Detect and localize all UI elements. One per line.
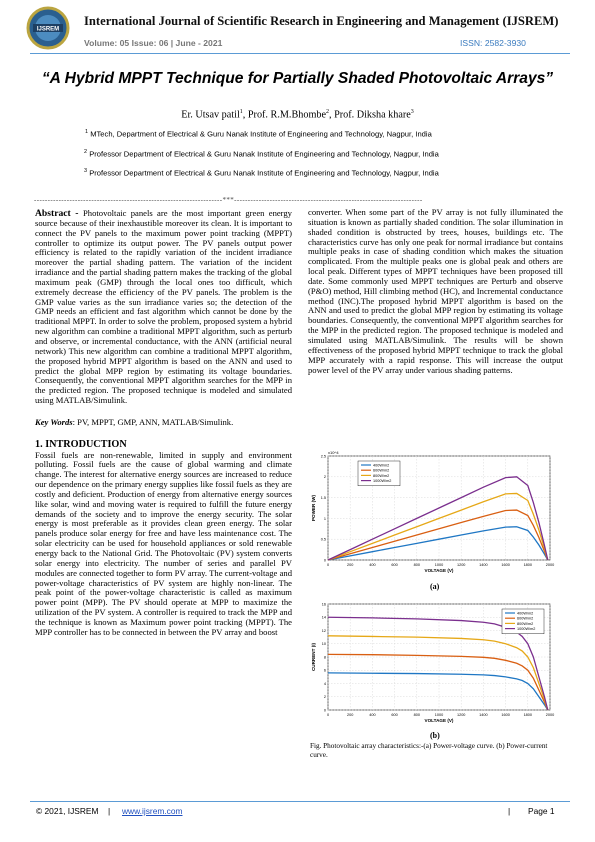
x-axis-label: VOLTAGE (V) — [424, 718, 454, 723]
y-tick-label: 2 — [323, 695, 326, 700]
author-2: , Prof. R.M.Bhombe — [242, 109, 326, 121]
keywords-text: : PV, MPPT, GMP, ANN, MATLAB/Simulink. — [72, 416, 234, 427]
footer-url-link[interactable]: www.ijsrem.com — [122, 806, 183, 816]
y-axis-label: POWER (W) — [311, 494, 316, 522]
figure-caption: Fig. Photovoltaic array characteristics:-(a) Power-voltage curve. (b) Power-current curve. — [310, 742, 548, 759]
affiliation-3-text: Professor Department of Electrical & Guru Nanak Institute of Engineering and Technology, Nagpur, India — [89, 168, 439, 178]
figure-label-b: (b) — [430, 731, 440, 740]
x-tick-label: 1600 — [501, 563, 510, 567]
x-tick-label: 1000 — [434, 563, 444, 567]
author-3: , Prof. Diksha khare — [329, 109, 411, 121]
y-tick-label: 1.5 — [320, 496, 326, 500]
affiliation-3-num: 3 — [84, 168, 88, 174]
x-tick-label: 2000 — [545, 713, 555, 717]
right-column — [308, 208, 563, 375]
x-tick-label: 0 — [326, 563, 330, 567]
abstract — [35, 209, 292, 406]
x-tick-label: 600 — [391, 563, 398, 567]
introduction-continued: converter. When some part of the PV array is not fully illuminated the situation is known as partially shaded condition. The solar illumination in shaded condition is obstructed by trees, houses, buildings etc. The characteristics curve has only one peak for normal irradiance but contains multiple peaks in case of shading condition which makes the situation complicated. From the multiple peaks one is global peak and others are local peak. Different types of MPPT techniques have been proposed till date. Some commonly used MPPT techniques are Perturb and observe (P&O) method, Hill climbing method (HC), and Incremental conductance method (INC).The proposed hybrid MPPT algorithm is based on the ANN and used to predict the global MPP region by estimating its voltage boundaries. Consequently, the conventional MPPT algorithm searches for the MPP in the predicted region. The proposed technique is modeled and simulated using MATLAB/Simulink. The results will be shown effectiveness of the proposed hybrid MPPT technique to track the global MPP accurately with a rapid response. This will increase the output power level of the PV array under various shading patterns. — [308, 207, 563, 375]
author-1-sup: 1 — [239, 109, 243, 115]
y-tick-label: 6 — [323, 668, 326, 673]
x-tick-label: 0 — [326, 713, 330, 717]
affiliation-1-text: MTech, Department of Electrical & Guru Nanak Institute of Engineering and Technology, Nagpur, India — [90, 129, 432, 139]
x-tick-label: 1400 — [479, 563, 488, 567]
legend-label: 600W/m2 — [517, 616, 534, 621]
section-separator: ---------------------------------------------------------------------***--------------------------------------------------------------------- — [34, 196, 423, 204]
affiliation-2 — [84, 149, 439, 159]
abstract-text: Photovoltaic panels are the most important green energy source because of their inexhaustible moreover its clean. It is important to connect the PV panels to the maximum power point tracking (MPPT) controller to optimize its output power. The PV panels output power efficiency is related to the rapidly variation of the incident irradiance moreover the partial shading pattern. The variation of the incident irradiance and the partial shading pattern makes the tracking of the global maximum peak (GMP) through the local ones too difficult, which extremely decrease the efficiency of the PV panels. The problem is the GMP value varies as the sun irradiance varies so; the detection of the GMP needs an efficient and fast algorithm which cannot be done by the traditional MPPT. In order to solve the problem, proposed system a hybrid new algorithm can combine a traditional MPPT algorithm, such as perturb and observe, or incremental conductance, with the ANN (artificial neural network) This new algorithm can combine a traditional MPPT algorithm, the proposed hybrid MPPT algorithm is based on the ANN and used to predict the global MPP region by estimating its voltage boundaries. Consequently, the conventional MPPT algorithm searches for the MPP in the predicted region. The proposed technique is modeled and simulated using MATLAB/Simulink. — [35, 208, 292, 406]
paper-title: “A Hybrid MPPT Technique for Partially Shaded Photovoltaic Arrays” — [41, 70, 554, 87]
journal-logo — [26, 6, 70, 50]
affiliation-3 — [84, 168, 439, 178]
current-voltage-svg — [306, 598, 564, 728]
y-tick-label: 8 — [323, 655, 326, 660]
y-tick-label: 0 — [323, 708, 326, 713]
affiliation-1 — [85, 129, 432, 139]
header-rule — [30, 53, 570, 54]
x-tick-label: 200 — [347, 563, 354, 567]
svg-text:IJSREM: IJSREM — [36, 26, 60, 33]
power-voltage-svg — [306, 448, 564, 578]
x-tick-label: 1800 — [523, 713, 533, 717]
x-axis-label: VOLTAGE (V) — [424, 568, 454, 573]
x-tick-label: 1000 — [434, 713, 444, 717]
x-tick-label: 200 — [347, 713, 354, 717]
abstract-label: Abstract - — [35, 208, 84, 219]
y-tick-label: 10 — [321, 642, 326, 647]
power-voltage-plot — [306, 448, 564, 578]
author-3-sup: 3 — [410, 109, 414, 115]
issn: ISSN: 2582-3930 — [460, 38, 526, 48]
legend-label: 800W/m2 — [517, 621, 534, 626]
left-column — [35, 209, 292, 638]
y-tick-label: 16 — [321, 602, 326, 607]
x-tick-label: 400 — [369, 713, 376, 717]
current-voltage-plot — [306, 598, 564, 728]
x-tick-label: 800 — [413, 713, 420, 717]
footer-divider-2: | — [508, 806, 511, 816]
x-tick-label: 1200 — [456, 713, 466, 717]
author-2-sup: 2 — [326, 109, 329, 115]
affiliation-2-text: Professor Department of Electrical & Guru Nanak Institute of Engineering and Technology, Nagpur, India — [89, 149, 439, 159]
y-tick-label: 1 — [323, 516, 326, 521]
figure-label-a: (a) — [430, 582, 440, 591]
y-tick-label: 14 — [321, 615, 326, 620]
y-tick-label: 4 — [323, 681, 326, 686]
footer-rule — [30, 801, 570, 802]
x-tick-label: 1200 — [456, 563, 466, 567]
legend-label: 600W/m2 — [373, 468, 390, 473]
footer-copyright: © 2021, IJSREM — [36, 806, 99, 816]
keywords-label: Key Words — [35, 416, 73, 427]
affiliation-2-num: 2 — [84, 149, 88, 155]
x-tick-label: 400 — [369, 563, 376, 567]
x-tick-label: 1400 — [479, 713, 488, 717]
author-1: Er. Utsav patil — [181, 109, 240, 121]
volume-issue: Volume: 05 Issue: 06 | June - 2021 — [84, 38, 223, 48]
legend-label: 1000W/m2 — [373, 479, 392, 483]
affiliation-1-num: 1 — [85, 129, 89, 135]
y-axis-label: CURRENT (I) — [311, 642, 316, 672]
footer-divider-1: | — [108, 806, 111, 816]
x-tick-label: 1600 — [501, 713, 510, 717]
y-tick-label: 0 — [323, 558, 326, 563]
introduction-text: Fossil fuels are non-renewable, limited in supply and environment polluting. Fossil fuels are the cause of global warming and climate change. The interest for alternative energy sources are increased to reduce our dependence on the primary energy supplies like fossil fuels as they are costly and deficient. Production of energy from alternative energy sources like solar, wind and moving water is required to fulfill the future energy demands of the society and to improve the energy security. The solar energy is most preferable as it provides clean green energy. The solar panels produce solar energy for free and have less maintenance cost. The solar electricity can be used for household appliances or sold renewable energy back to the National Grid. The Photovoltaic (PV) system converts solar energy into electricity. The number of series and parallel PV modules are connected together to form PV array. The current-voltage and power-voltage characteristics of PV system are highly non-linear. The peak point of the power-voltage characteristic is called as maximum power point (MPP). The PV should operate at MPP to maximize the utilization of the PV system. A controller is required to track the MPP and the technique is known as Maximum power point tracking (MPPT). The MPP controller has to be connected in between the PV array and boost — [35, 449, 292, 637]
keywords — [35, 418, 292, 428]
x-tick-label: 1800 — [523, 563, 533, 567]
legend-label: 1000W/m2 — [517, 627, 536, 631]
y-tick-label: 12 — [321, 628, 326, 633]
legend-label: 400W/m2 — [517, 611, 534, 616]
section-heading-introduction: 1. INTRODUCTION — [35, 438, 127, 450]
x-tick-label: 800 — [413, 563, 420, 567]
y-tick-label: 2.5 — [320, 454, 326, 459]
journal-header — [0, 0, 595, 52]
footer-page-number: Page 1 — [528, 806, 555, 816]
legend-label: 800W/m2 — [373, 473, 390, 478]
y-tick-label: 2 — [323, 475, 326, 480]
y-tick-label: 0.5 — [320, 537, 326, 542]
author-line — [0, 109, 595, 120]
x-tick-label: 600 — [391, 713, 398, 717]
y-axis-multiplier: x10^4 — [328, 450, 339, 455]
x-tick-label: 2000 — [545, 563, 555, 567]
journal-title: International Journal of Scientific Research in Engineering and Management (IJSREM) — [84, 14, 559, 28]
legend-label: 400W/m2 — [373, 463, 390, 468]
